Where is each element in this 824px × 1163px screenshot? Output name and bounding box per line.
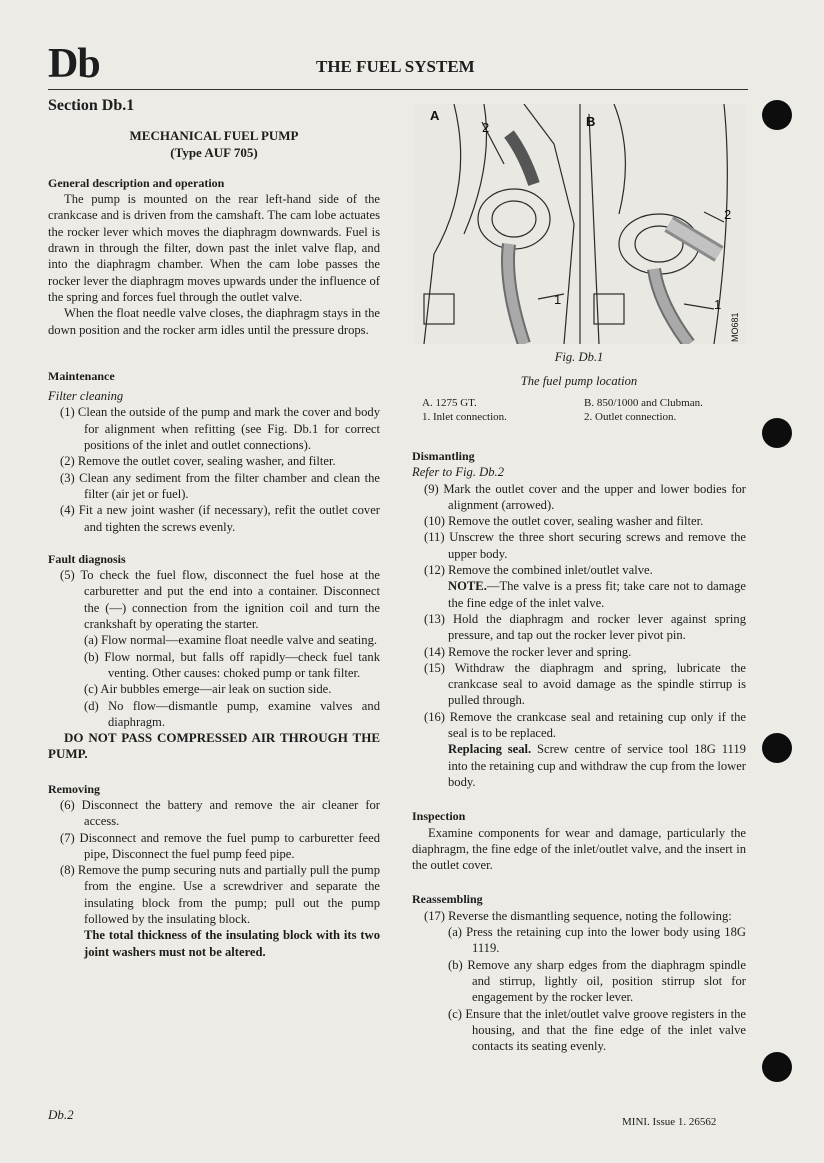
header-rule [48,89,748,90]
general-paragraph: When the float needle valve closes, the diaphragm stays in the down position and the rocker arm idles until the pressure drops. [48,306,380,337]
general-paragraph: The pump is mounted on the rear left-hand side of the crankcase and is driven from the camshaft. The cam lobe actuates the rocker lever which moves the diaphragm downwards. Fuel is drawn in through the filter, down past the inlet valve flap, and into the diaphragm chamber. When the cam lobe passes the rocker lever the diaphragm moves upwards under the influence of the spring and forces fuel through the outlet valve. [48,192,380,304]
legend-1: 1. Inlet connection. [422,411,507,423]
list-item: (4) Fit a new joint washer (if necessary), refit the outlet cover and tighten the screws evenly. [60,503,380,534]
dismantling-ref: Refer to Fig. Db.2 [412,465,504,480]
figure-caption [412,345,746,393]
list-item: (7) Disconnect and remove the fuel pump to carburetter feed pipe, Disconnect the fuel pump feed pipe. [60,830,380,861]
inspection-paragraph: Examine components for wear and damage, particularly the diaphragm, the fine edge of the inlet/outlet valve, and the insert in the outlet cover. [412,825,746,873]
list-item: (10) Remove the outlet cover, sealing washer and filter. [424,514,704,529]
sub-item: (c) Air bubbles emerge—air leak on suction side. [84,682,332,697]
fault-heading: Fault diagnosis [48,551,126,566]
removing-heading: Removing [48,781,100,796]
figure-number: Fig. Db.1 [554,350,604,364]
general-heading: General description and operation [48,175,225,190]
callout-1: 1 [554,292,562,307]
list-item: (2) Remove the outlet cover, sealing washer, and filter. [60,454,336,469]
list-item: (3) Clean any sediment from the filter chamber and clean the filter (air jet or fuel). [60,470,380,501]
left-column [48,98,380,960]
inspection-heading: Inspection [412,809,466,824]
punch-hole [762,733,792,763]
warning-text: DO NOT PASS COMPRESSED AIR THROUGH THE PUMP. [48,730,380,762]
callout-1: 1 [714,297,722,312]
figure-legend [412,396,746,424]
section-code: Db [48,41,100,87]
section-heading: Section Db.1 [48,97,135,114]
sub-item: (a) Flow normal—examine float needle valve and seating. [84,633,378,648]
list-item: (8) Remove the pump securing nuts and partially pull the pump from the engine. Use a screwdriver and separate the insulating block from the pump; pull out the pump followed by the insulating block. [60,863,380,927]
maintenance-heading: Maintenance [48,368,115,383]
fuel-pump-figure [414,104,746,344]
note-paragraph [412,578,746,611]
dismantling-heading: Dismantling [412,449,475,463]
panel-b-label: B [586,114,596,129]
list-item: (9) Mark the outlet cover and the upper and lower bodies for alignment (arrowed). [424,481,746,512]
list-item: (17) Reverse the dismantling sequence, noting the following: [424,908,732,923]
list-item: (15) Withdraw the diaphragm and spring, lubricate the crankcase seal to avoid damage as the spindle stirrup is pulled through. [424,660,746,708]
replacing-text: Screw centre of service tool 18G 1119 into the retaining cup and withdraw the cup from the lower body. [448,742,746,789]
legend-a: A. 1275 GT. [422,397,477,409]
figure-title: The fuel pump location [520,374,638,388]
callout-2: 2 [482,120,490,135]
page-title: THE FUEL SYSTEM [316,57,475,76]
punch-hole [762,100,792,130]
sub-item: (d) No flow—dismantle pump, examine valves and diaphragm. [84,698,380,729]
list-item: (12) Remove the combined inlet/outlet valve. [424,563,653,578]
issue-info: MINI. Issue 1. 26562 [622,1116,717,1128]
sub-item: (b) Remove any sharp edges from the diaphragm spindle and stirrup, lightly oil, position stirrup slot for engagement by the rocker lever. [448,957,746,1005]
punch-hole [762,418,792,448]
sub-item: (b) Flow normal, but falls off rapidly—check fuel tank venting. Other causes: choked pump or tank filter. [84,649,380,680]
punch-hole [762,1052,792,1082]
right-column [412,436,746,1054]
list-item: (6) Disconnect the battery and remove the air cleaner for access. [60,797,380,829]
sub-item: (a) Press the retaining cup into the lower body using 18G 1119. [448,925,746,956]
panel-a-label: A [430,108,440,123]
replacing-paragraph [412,741,746,790]
list-item: (14) Remove the rocker lever and spring. [424,644,632,659]
pump-type: (Type AUF 705) [170,144,258,160]
fuel-pump-illustration [414,104,746,344]
pump-title: MECHANICAL FUEL PUMP [129,128,299,144]
reassembling-heading: Reassembling [412,892,483,907]
replacing-label: Replacing seal. [448,742,532,757]
list-item: (16) Remove the crankcase seal and retaining cup only if the seal is to be replaced. [424,709,746,741]
page-number: Db.2 [48,1107,74,1122]
filter-heading: Filter cleaning [48,389,124,404]
list-item: (13) Hold the diaphragm and rocker lever against spring pressure, and tap out the rocker lever pivot pin. [424,611,746,643]
removing-note: The total thickness of the insulating block with its two joint washers must not be altered. [84,928,380,959]
legend-2: 2. Outlet connection. [584,411,677,423]
note-text: —The valve is a press fit; take care not to damage the fine edge of the inlet valve. [448,579,746,610]
callout-2: 2 [724,207,732,222]
list-item: (11) Unscrew the three short securing screws and remove the upper body. [424,530,746,561]
list-item: (5) To check the fuel flow, disconnect the fuel hose at the carburetter and put the end into a container. Disconnect the (—) connection from the ignition coil and turn the crankshaft by operating the starter. [60,568,380,632]
list-item: (1) Clean the outside of the pump and mark the cover and body for alignment when refitting (see Fig. Db.1 for correct positions of the inlet and outlet connections). [60,405,380,453]
note-label: NOTE. [448,579,487,594]
sub-item: (c) Ensure that the inlet/outlet valve groove registers in the housing, and that the fine edge of the inlet valve contacts its seating evenly. [448,1006,746,1054]
legend-b: B. 850/1000 and Clubman. [584,397,703,409]
figure-ref: MO681 [730,312,740,342]
